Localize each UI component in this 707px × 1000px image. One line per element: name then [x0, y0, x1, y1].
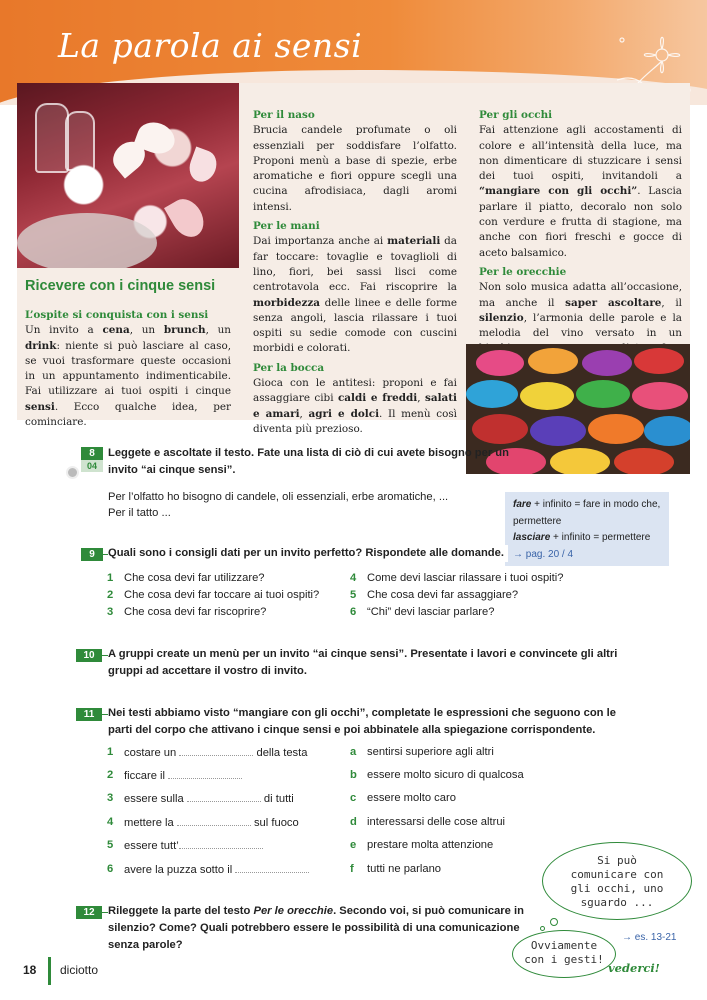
- powder-bowl: [644, 416, 690, 446]
- exercise-8-example-2: Per il tatto ...: [108, 507, 171, 519]
- footer-divider: [48, 957, 51, 985]
- question-number: 5: [350, 589, 357, 601]
- keyword: silenzio: [479, 311, 524, 324]
- keyword: materiali: [387, 235, 441, 248]
- text-run: Un invito a: [25, 324, 103, 337]
- page-number-word: diciotto: [60, 963, 99, 977]
- exercise-10-number: 10: [76, 649, 102, 662]
- question-text: “Chi” devi lasciar parlare?: [367, 606, 495, 618]
- text-run: . Ecco qualche idea, per cominciare.: [25, 400, 231, 429]
- exercise-11-number: 11: [76, 708, 102, 721]
- col1-subtitle: L’ospite si conquista con i sensi: [25, 309, 209, 321]
- meaning-letter: a: [350, 746, 357, 758]
- section-title: Ricevere con i cinque sensi: [25, 278, 216, 294]
- expression-text: di tutti: [260, 793, 294, 805]
- grammar-note-box: [505, 492, 669, 566]
- question-number: 6: [350, 606, 357, 618]
- text-run: , il: [661, 296, 682, 309]
- bubble-line: sguardo ...: [580, 896, 654, 909]
- blank-field[interactable]: [187, 792, 261, 802]
- question-text: Come devi lasciar rilassare i tuoi ospiti?: [367, 572, 564, 584]
- keyword: cena: [102, 324, 130, 337]
- bubble-tail-dot: [550, 918, 558, 926]
- powder-bowl: [530, 416, 586, 446]
- bubble-tail-dot: [540, 926, 545, 931]
- flower-petal: [164, 193, 210, 243]
- note-line-lasciare: [513, 530, 661, 547]
- note-definition: + infinito = permettere: [550, 532, 651, 543]
- bubble-line: Ovviamente: [530, 939, 598, 952]
- exercise-9-number: 9: [81, 548, 103, 561]
- powder-bowl: [476, 350, 524, 376]
- bubble-line: con i gesti!: [524, 953, 604, 966]
- exercise-10-prompt: A gruppi create un menù per un invito “ai cinque sensi”. Presentate i lavori e convincete gli altri gruppi ad accettare il vostro di invito.: [108, 646, 628, 680]
- text-run: , l’armonia delle parole e la melodia del vino versato in un: [479, 311, 682, 340]
- meaning-letter: c: [350, 792, 357, 804]
- powder-bowl: [614, 448, 674, 474]
- question-text: Che cosa devi far assaggiare?: [367, 589, 519, 601]
- expression-number: 3: [107, 792, 114, 804]
- footer-right-text: vederci!: [608, 961, 660, 975]
- keyword: sensi: [25, 400, 55, 413]
- bubble-line: gli occhi, uno: [570, 882, 664, 895]
- note-keyword: lasciare: [513, 532, 551, 543]
- powder-bowl: [550, 448, 610, 474]
- meaning-text: tutti ne parlano: [367, 863, 442, 875]
- expression-number: 1: [107, 746, 114, 758]
- keyword: caldi e freddi: [337, 392, 418, 405]
- blank-field[interactable]: [235, 863, 309, 873]
- text-run: . Lascia parlare il piatto, decoralo non solo con verdure e frutta di stagione, ma anche con fiori freschi e gocce di aceto balsamico.: [479, 185, 682, 259]
- keyword: agri e dolci: [308, 407, 380, 420]
- text-run: , un: [129, 324, 164, 337]
- expression-text: costare un: [124, 747, 180, 759]
- bubble-line: comunicare con: [570, 868, 664, 881]
- plate-shape: [17, 213, 157, 268]
- expression: [124, 839, 263, 852]
- meaning-letter: b: [350, 769, 357, 781]
- cd-audio-icon[interactable]: [66, 466, 79, 479]
- exercise-8-prompt: Leggete e ascoltate il testo. Fate una lista di ciò di cui avete bisogno per un invito “ai cinque sensi”.: [108, 447, 509, 476]
- text-run: Dai importanza anche ai: [253, 235, 388, 248]
- expression-text: della testa: [253, 747, 308, 759]
- expression-text: essere sulla: [124, 793, 187, 805]
- powder-bowl: [528, 348, 578, 374]
- meaning-text: interessarsi delle cose altrui: [367, 816, 506, 828]
- bubble-line: Si può: [597, 854, 637, 867]
- expression: [124, 769, 242, 782]
- meaning-letter: f: [350, 863, 354, 875]
- blank-field[interactable]: [177, 816, 251, 826]
- page-title: La parola ai sensi: [58, 26, 363, 65]
- note-keyword: fare: [513, 499, 532, 510]
- mani-title: Per le mani: [253, 220, 320, 233]
- powder-bowl: [576, 380, 630, 408]
- expression-number: 5: [107, 839, 114, 851]
- exercise-12-prompt: [108, 903, 548, 954]
- prompt-text: . Secondo voi, si può comunicare in silenzio? Come? Quali potrebbero essere le possibilità di una comunicazione senza parole?: [108, 905, 524, 951]
- powder-bowl: [520, 382, 574, 410]
- question-number: 4: [350, 572, 357, 584]
- powder-bowl: [472, 414, 528, 444]
- question-text: Che cosa devi far toccare ai tuoi ospiti?: [124, 589, 320, 601]
- meaning-text: prestare molta attenzione: [367, 839, 494, 851]
- expression-text: avere la puzza sotto il: [124, 864, 236, 876]
- blank-field[interactable]: [168, 769, 242, 779]
- blank-field[interactable]: [179, 839, 263, 849]
- keyword: salati e amari: [253, 392, 457, 420]
- question-number: 3: [107, 606, 114, 618]
- expression: [124, 816, 299, 829]
- keyword: drink: [25, 339, 57, 352]
- table-flowers-photo: [17, 83, 239, 268]
- expression: [124, 792, 294, 805]
- occhi-title: Per gli occhi: [479, 109, 553, 121]
- speech-bubble-2: [512, 930, 616, 978]
- text-run: Fai attenzione agli accostamenti di colore e all’intensità della luce, ma non dimenticare di stuzzicare i sensi dei tuoi ospiti, invitandoli a: [479, 124, 682, 183]
- expression-number: 6: [107, 863, 114, 875]
- exercise-8-number: 8: [81, 447, 103, 460]
- expression-text: essere tutt’: [124, 840, 179, 852]
- meaning-text: sentirsi superiore agli altri: [367, 746, 494, 758]
- exercise-reference[interactable]: → es. 13-21: [622, 932, 677, 943]
- meaning-letter: d: [350, 816, 357, 828]
- keyword: morbidezza: [253, 296, 321, 309]
- meaning-text: essere molto sicuro di qualcosa: [367, 769, 524, 781]
- expression-number: 4: [107, 816, 114, 828]
- expression: [124, 863, 309, 876]
- bocca-title: Per la bocca: [253, 361, 325, 374]
- text-run: ,: [299, 407, 309, 420]
- question-number: 2: [107, 589, 114, 601]
- naso-text: Brucia candele profumate o oli essenziali per soddisfare l’olfatto. Proponi menù a base di spezie, erbe aromatiche e fiori oppure scegli una cucina afrodisiaca, dagli aromi intensi.: [253, 124, 457, 213]
- text-run: : niente si può lasciare al caso, se vuoi trasformare queste occasioni in un appuntamento indimenticabile. Fai utilizzare ai tuoi ospiti i cinque: [25, 339, 231, 398]
- text-run: ,: [417, 392, 425, 405]
- keyword: brunch: [163, 324, 206, 337]
- expression-text: sul fuoco: [250, 817, 299, 829]
- glass-shape: [35, 103, 69, 173]
- naso-title: Per il naso: [253, 109, 315, 121]
- intro-column-2: [253, 108, 457, 437]
- exercise-12-number: 12: [76, 906, 102, 919]
- text-run: delle linee e delle forme senza angoli, lascia rilassare i tuoi ospiti su sedie comode con cuscini morbidi e colorati.: [253, 296, 457, 355]
- orecchie-title: Per le orecchie: [479, 265, 567, 278]
- powder-bowl: [634, 348, 684, 374]
- text-run: Non solo musica adatta all’occasione, ma anche il: [479, 281, 682, 309]
- intro-column-1: [25, 308, 231, 430]
- glass-shape: [65, 111, 95, 171]
- expression-text: ficcare il: [124, 770, 169, 782]
- expression-number: 2: [107, 769, 114, 781]
- note-line-fare: [513, 497, 661, 530]
- note-page-reference[interactable]: → pag. 20 / 4: [513, 548, 574, 560]
- powder-bowl: [582, 350, 632, 376]
- blank-field[interactable]: [179, 746, 253, 756]
- prompt-italic: Per le orecchie: [253, 905, 334, 917]
- text-run: Gioca con le antitesi: proponi e fai assaggiare cibi: [253, 377, 457, 405]
- question-text: Che cosa devi far riscoprire?: [124, 606, 267, 618]
- powder-bowl: [588, 414, 644, 444]
- exercise-11-prompt: Nei testi abbiamo visto “mangiare con gli occhi”, completate le espressioni che seguono con le parti del corpo che attivano i cinque sensi e poi abbinatele alla spiegazione corrispondente.: [108, 705, 628, 739]
- text-run: . Il menù così diventa più prezioso.: [253, 407, 457, 435]
- exercise-9-prompt: Quali sono i consigli dati per un invito perfetto? Rispondete alle domande.: [108, 545, 508, 562]
- text-run: , un: [205, 324, 231, 337]
- question-text: Che cosa devi far utilizzare?: [124, 572, 265, 584]
- question-number: 1: [107, 572, 114, 584]
- meaning-letter: e: [350, 839, 357, 851]
- keyword: “mangiare con gli occhi”: [479, 185, 638, 198]
- page-number: 18: [23, 963, 37, 977]
- expression-text: mettere la: [124, 817, 177, 829]
- speech-bubble-1: [542, 842, 692, 920]
- expression: [124, 746, 307, 759]
- meaning-text: essere molto caro: [367, 792, 456, 804]
- keyword: saper ascoltare: [565, 296, 662, 309]
- prompt-text: Rileggete la parte del testo: [108, 905, 254, 917]
- audio-track-number: 04: [81, 460, 103, 472]
- powder-bowl: [466, 380, 518, 408]
- flower-petal: [185, 147, 220, 186]
- text-run: da far toccare: tovaglie e tovaglioli di lino, fiori, bei sassi lisci come centrotavola ecc. Fai riscoprire la: [253, 235, 457, 294]
- note-definition: + infinito = fare in modo che, permettere: [513, 499, 661, 527]
- powder-bowl: [632, 382, 688, 410]
- exercise-8-example-1: Per l’olfatto ho bisogno di candele, oli essenziali, erbe aromatiche, ...: [108, 491, 449, 503]
